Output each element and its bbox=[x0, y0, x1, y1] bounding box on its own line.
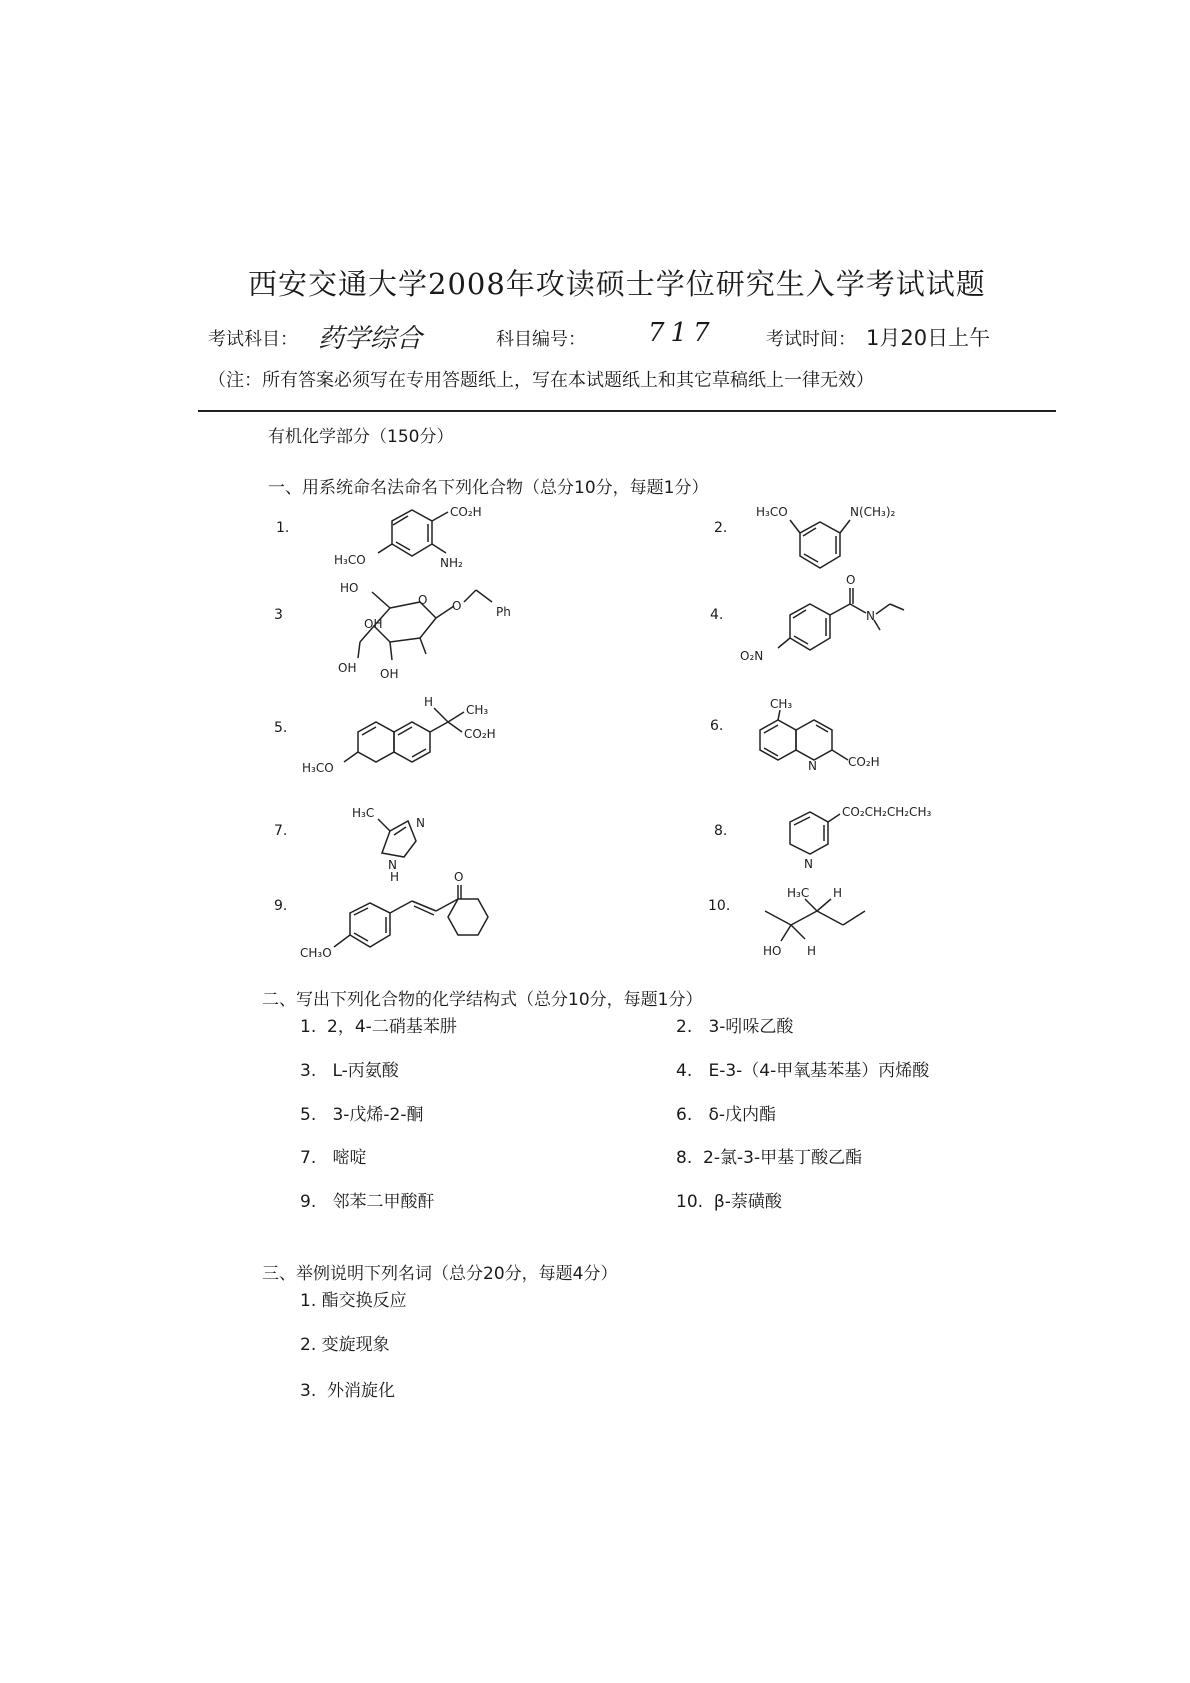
stereo-h-label: H bbox=[424, 695, 434, 709]
section2-title: 二、写出下列化合物的化学结构式（总分10分，每题1分） bbox=[262, 990, 703, 1010]
q10-number: 10. bbox=[708, 898, 731, 914]
methyl-label: CH₃ bbox=[466, 703, 489, 717]
benzene-ring bbox=[790, 604, 830, 650]
section1-title: 一、用系统命名法命名下列化合物（总分10分，每题1分） bbox=[268, 478, 709, 498]
molecule-9 bbox=[300, 870, 540, 975]
benzene-ring bbox=[800, 522, 840, 568]
ring-nitrogen-label: N bbox=[416, 816, 425, 830]
naphthalene-ring-left bbox=[358, 722, 394, 762]
q9-number: 9. bbox=[274, 898, 288, 914]
s2-item-4: 4. E-3-（4-甲氧基苯基）丙烯酸 bbox=[676, 1061, 930, 1081]
hydroxymethyl-label: HO bbox=[340, 581, 359, 595]
amide-nitrogen-label: N bbox=[866, 609, 875, 623]
carbonyl-oxygen-label: O bbox=[454, 870, 464, 884]
ring-oxygen-label: O bbox=[418, 593, 428, 607]
carbonyl-oxygen-label: O bbox=[846, 573, 856, 587]
time-value: 1月20日上午 bbox=[866, 326, 991, 350]
s2-item-7: 7. 嘧啶 bbox=[300, 1148, 367, 1168]
methyl-label: H₃C bbox=[787, 886, 810, 900]
s3-item-3: 3. 外消旋化 bbox=[300, 1381, 396, 1401]
naphthalene-ring-right bbox=[394, 722, 430, 762]
carboxylic-acid-label: CO₂H bbox=[450, 505, 482, 519]
exam-title: 西安交通大学2008年攻读硕士学位研究生入学考试试题 bbox=[248, 267, 986, 301]
molecule-6 bbox=[748, 697, 928, 780]
methyl-label: H₃C bbox=[352, 806, 375, 820]
molecule-8 bbox=[760, 805, 960, 888]
methyl-label: CH₃ bbox=[770, 697, 793, 711]
benzene-ring bbox=[392, 510, 432, 556]
hydrogen-label-1: H bbox=[833, 886, 843, 900]
phenyl-ring bbox=[448, 899, 488, 935]
s2-item-3: 3. L-丙氨酸 bbox=[300, 1061, 399, 1081]
quinoline-benzo-ring bbox=[760, 720, 796, 760]
hydrogen-label-2: H bbox=[807, 944, 817, 958]
s3-item-2: 2. 变旋现象 bbox=[300, 1335, 390, 1355]
ring-nitrogen-label: N bbox=[804, 857, 813, 871]
imidazole-ring bbox=[382, 821, 416, 857]
code-label: 科目编号： bbox=[496, 329, 586, 350]
s2-item-9: 9. 邻苯二甲酸酐 bbox=[300, 1192, 435, 1212]
carboxylic-acid-label: CO₂H bbox=[848, 755, 880, 769]
q4-number: 4. bbox=[710, 607, 724, 623]
s2-item-6: 6. δ-戊内酯 bbox=[676, 1105, 776, 1125]
hydroxyl-label: HO bbox=[763, 944, 782, 958]
hydroxyl-label-3: OH bbox=[380, 667, 399, 681]
methoxy-label: H₃CO bbox=[334, 553, 366, 567]
nh-nitrogen-label: N bbox=[388, 858, 397, 872]
nh-hydrogen-label: H bbox=[390, 870, 400, 884]
q3-number: 3 bbox=[274, 607, 283, 623]
header-divider bbox=[198, 410, 1056, 412]
methoxyphenyl-ring bbox=[350, 903, 390, 947]
nitro-label: O₂N bbox=[740, 649, 764, 663]
methoxy-label: CH₃O bbox=[300, 946, 332, 960]
time-label: 考试时间： bbox=[766, 329, 856, 350]
molecule-1 bbox=[320, 500, 500, 580]
q6-number: 6. bbox=[710, 718, 724, 734]
s2-item-10: 10. β-萘磺酸 bbox=[676, 1192, 782, 1212]
methoxy-label: H₃CO bbox=[302, 761, 334, 775]
s2-item-8: 8. 2-氯-3-甲基丁酸乙酯 bbox=[676, 1148, 863, 1168]
exam-note: （注：所有答案必须写在专用答题纸上，写在本试题纸上和其它草稿纸上一律无效） bbox=[208, 370, 874, 391]
dimethylamino-label: N(CH₃)₂ bbox=[850, 505, 896, 519]
glycosidic-oxygen-label: O bbox=[452, 599, 462, 613]
molecule-4 bbox=[740, 573, 930, 663]
ring-nitrogen-label: N bbox=[808, 759, 817, 773]
molecule-5 bbox=[300, 695, 520, 790]
molecule-2 bbox=[750, 500, 950, 580]
q8-number: 8. bbox=[714, 823, 728, 839]
section3-title: 三、举例说明下列名词（总分20分，每题4分） bbox=[262, 1264, 618, 1284]
amine-label: NH₂ bbox=[440, 556, 463, 570]
hydroxyl-label-1: OH bbox=[364, 617, 383, 631]
quinoline-pyridine-ring bbox=[796, 720, 832, 760]
s2-item-2: 2. 3-吲哚乙酸 bbox=[676, 1017, 794, 1037]
methoxy-label: H₃CO bbox=[756, 505, 788, 519]
part-title: 有机化学部分（150分） bbox=[268, 427, 454, 447]
code-value: 717 bbox=[648, 318, 716, 348]
molecule-10 bbox=[755, 885, 935, 975]
s3-item-1: 1. 酯交换反应 bbox=[300, 1291, 407, 1311]
carboxylic-acid-label: CO₂H bbox=[464, 727, 496, 741]
q2-number: 2. bbox=[714, 520, 728, 536]
molecule-7 bbox=[350, 805, 470, 885]
subject-label: 考试科目： bbox=[208, 329, 298, 350]
q7-number: 7. bbox=[274, 823, 288, 839]
s2-item-1: 1. 2，4-二硝基苯肼 bbox=[300, 1017, 457, 1037]
subject-value: 药学综合 bbox=[318, 324, 423, 354]
q5-number: 5. bbox=[274, 720, 288, 736]
molecule-3 bbox=[330, 580, 530, 690]
q1-number: 1. bbox=[276, 520, 290, 536]
pyranose-ring bbox=[374, 602, 436, 642]
phenyl-label: Ph bbox=[496, 605, 511, 619]
hydroxyl-label-2: OH bbox=[338, 661, 357, 675]
ester-label: CO₂CH₂CH₂CH₃ bbox=[842, 805, 932, 819]
s2-item-5: 5. 3-戊烯-2-酮 bbox=[300, 1105, 424, 1125]
